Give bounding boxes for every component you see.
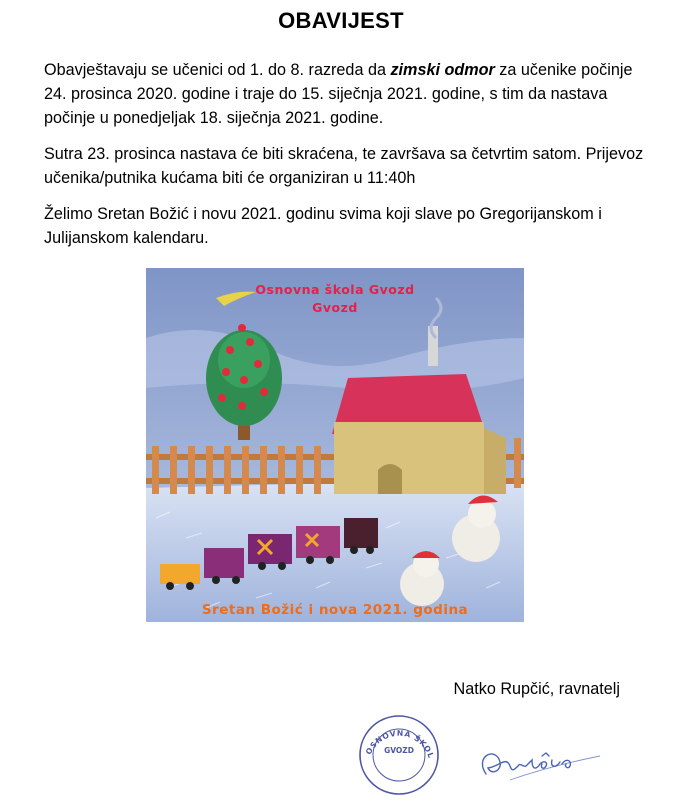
artwork-greeting: Sretan Božić i nova 2021. godina xyxy=(201,602,469,618)
paragraph-holiday-start: Obavještavaju se učenici od 1. do 8. razreda da xyxy=(44,61,391,79)
school-stamp xyxy=(357,713,441,797)
artwork-school-name: Osnovna škola Gvozd xyxy=(255,282,415,297)
paragraph-holiday-end: za učenike počinje 24. prosinca 2020. godine i traje do 15. siječnja 2021. godine, s tim da nastava počinje u ponedjeljak 18. siječnja 2021. godine. xyxy=(44,61,633,127)
paragraph-holiday xyxy=(44,58,644,130)
notice-body xyxy=(44,58,644,262)
stamp-center-text: GVOZD xyxy=(384,746,414,755)
principal-name: Natko Rupčić, ravnatelj xyxy=(453,680,620,698)
christmas-artwork xyxy=(146,268,524,622)
winter-break-emphasis: zimski odmor xyxy=(390,61,495,79)
paragraph-greeting: Želimo Sretan Božić i novu 2021. godinu svima koji slave po Gregorijanskom i Julijanskom kalendaru. xyxy=(44,205,602,247)
paragraph-tomorrow: Sutra 23. prosinca nastava će biti skraćena, te završava sa četvrtim satom. Prijevoz učenika/putnika kućama biti će organiziran u 11:40h xyxy=(44,145,644,187)
stamp-ring-text: OSNOVNA ŠKOL xyxy=(363,728,436,760)
handwritten-signature xyxy=(470,736,610,786)
artwork-place-name: Gvozd xyxy=(312,300,358,315)
artwork-drawing xyxy=(146,268,524,622)
page-title: OBAVIJEST xyxy=(278,8,404,33)
stamp-seal-icon xyxy=(357,713,441,797)
